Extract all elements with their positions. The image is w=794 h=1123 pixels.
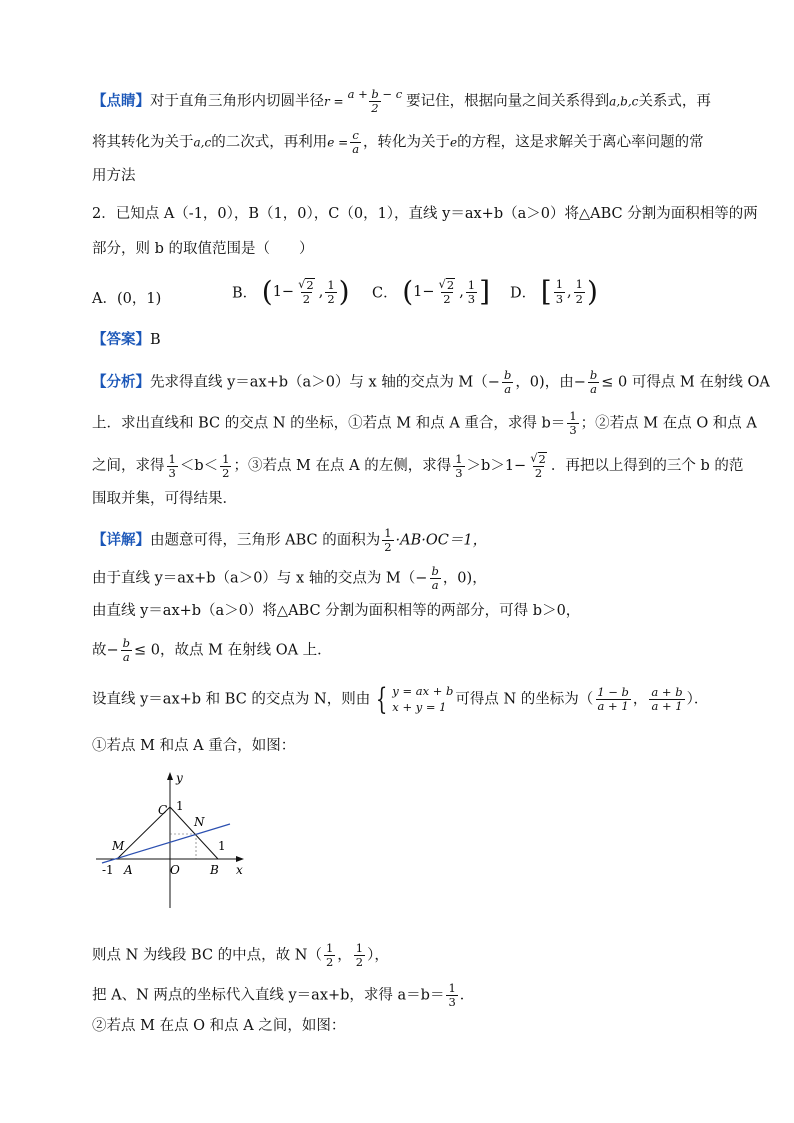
label-n: N [194, 815, 205, 829]
detail-tag: 【详解】 [92, 532, 150, 549]
detail-line-5: 设直线 y＝ax+b 和 BC 的交点为 N，则由 { y = ax + b x + y = 1 可得点 N 的坐标为（ $\frac{1 - b}{a + 1}$ ， $\frac{a + b}{a + 1}$ ）． [92, 681, 709, 717]
detail-line-1: 【详解】由题意可得，三角形 ABC 的面积为 $\frac{1}{2}$ ·AB·OC＝1， [92, 526, 488, 555]
analysis-line-4: 围取并集，可得结果． [92, 491, 237, 507]
question-line-2: 部分，则 b 的取值范围是（ ） [92, 241, 314, 257]
tips-line-3: 用方法 [92, 168, 136, 184]
answer-value: B [150, 332, 161, 348]
label-b: B [210, 863, 219, 877]
label-one-right: 1 [218, 839, 226, 853]
equation-system: { y = ax + b x + y = 1 [376, 681, 454, 717]
tips-tag: 【点睛】 [92, 93, 150, 110]
detail-line-2: 由于直线 y＝ax+b（a＞0）与 x 轴的交点为 M（− $\frac{b}{a}$ ，0)， [92, 564, 487, 593]
detail-line-4: 故− $\frac{b}{a}$ ≤ 0，故点 M 在射线 OA 上． [92, 636, 332, 665]
answer-line [92, 332, 712, 349]
detail-line-3: 由直线 y＝ax+b（a＞0）将△ABC 分割为面积相等的两部分，可得 b＞0， [92, 603, 581, 619]
analysis-tag: 【分析】 [92, 374, 150, 391]
option-a: A．(0，1) [92, 291, 162, 307]
option-b: B． ( 1− √ 2 2 , $\frac{1}{2}$ ) [232, 275, 350, 309]
label-m: M [112, 839, 125, 853]
analysis-line-3: 之间，求得 $\frac{1}{3}$ ＜b＜ $\frac{1}{2}$ ；③若点 M 在点 A 的左侧，求得 $\frac{1}{3}$ ＞b＞1− √ 2 2 ．再把以上得到的三个 b 的范 [92, 451, 744, 481]
detail-line-7: 把 A、N 两点的坐标代入直线 y＝ax+b，求得 a＝b＝ $\frac{1}{3}$ ． [92, 981, 475, 1010]
label-neg1: -1 [102, 863, 114, 877]
label-one-top: 1 [176, 799, 184, 813]
tips-line-1: 【点睛】对于直角三角形内切圆半径r = $\frac{a + b - c}{2}$ 要记住，根据向量之间关系得到a,b,c关系式，再 [92, 87, 711, 116]
option-d: D． [ $\frac{1}{3}$ , $\frac{1}{2}$ ) [510, 275, 598, 308]
eccentricity-fraction: $\frac{c}{a}$ [352, 128, 360, 157]
case2-heading: ②若点 M 在点 O 和点 A 之间，如图： [92, 1018, 346, 1034]
label-c: C [158, 803, 168, 817]
x-arrow-icon [236, 856, 244, 862]
question-line-1: 2．已知点 A（-1，0），B（1，0），C（0，1），直线 y＝ax+b（a＞0）将△ABC 分割为面积相等的两 [92, 206, 758, 222]
label-x: x [236, 863, 243, 877]
answer-tag: 【答案】 [92, 332, 150, 348]
label-y: y [176, 771, 183, 785]
detail-line-6: 则点 N 为线段 BC 的中点，故 N（ $\frac{1}{2}$ ， $\frac{1}{2}$ ）， [92, 941, 389, 970]
option-c: C． ( 1− √ 2 2 , $\frac{1}{3}$ ] [372, 275, 491, 309]
analysis-line-1: 【分析】先求得直线 y＝ax+b（a＞0）与 x 轴的交点为 M（− $\frac{b}{a}$ ，0)，由− $\frac{b}{a}$ ≤ 0 可得点 M 在射线 OA [92, 368, 770, 397]
label-a: A [124, 863, 133, 877]
analysis-line-2: 上．求出直线和 BC 的交点 N 的坐标，①若点 M 和点 A 重合，求得 b＝ $\frac{1}{3}$ ；②若点 M 在点 O 和点 A [92, 409, 757, 438]
case1-heading: ①若点 M 和点 A 重合，如图： [92, 738, 296, 754]
inradius-fraction: $\frac{a + b - c}{2}$ [347, 87, 403, 116]
y-arrow-icon [167, 772, 173, 780]
label-o: O [170, 863, 180, 877]
tips-line-2: 将其转化为关于a,c的二次式，再利用e = $\frac{c}{a}$ ，转化为关于e的方程，这是求解关于离心率问题的常 [92, 128, 704, 157]
coordinate-figure [92, 768, 252, 910]
